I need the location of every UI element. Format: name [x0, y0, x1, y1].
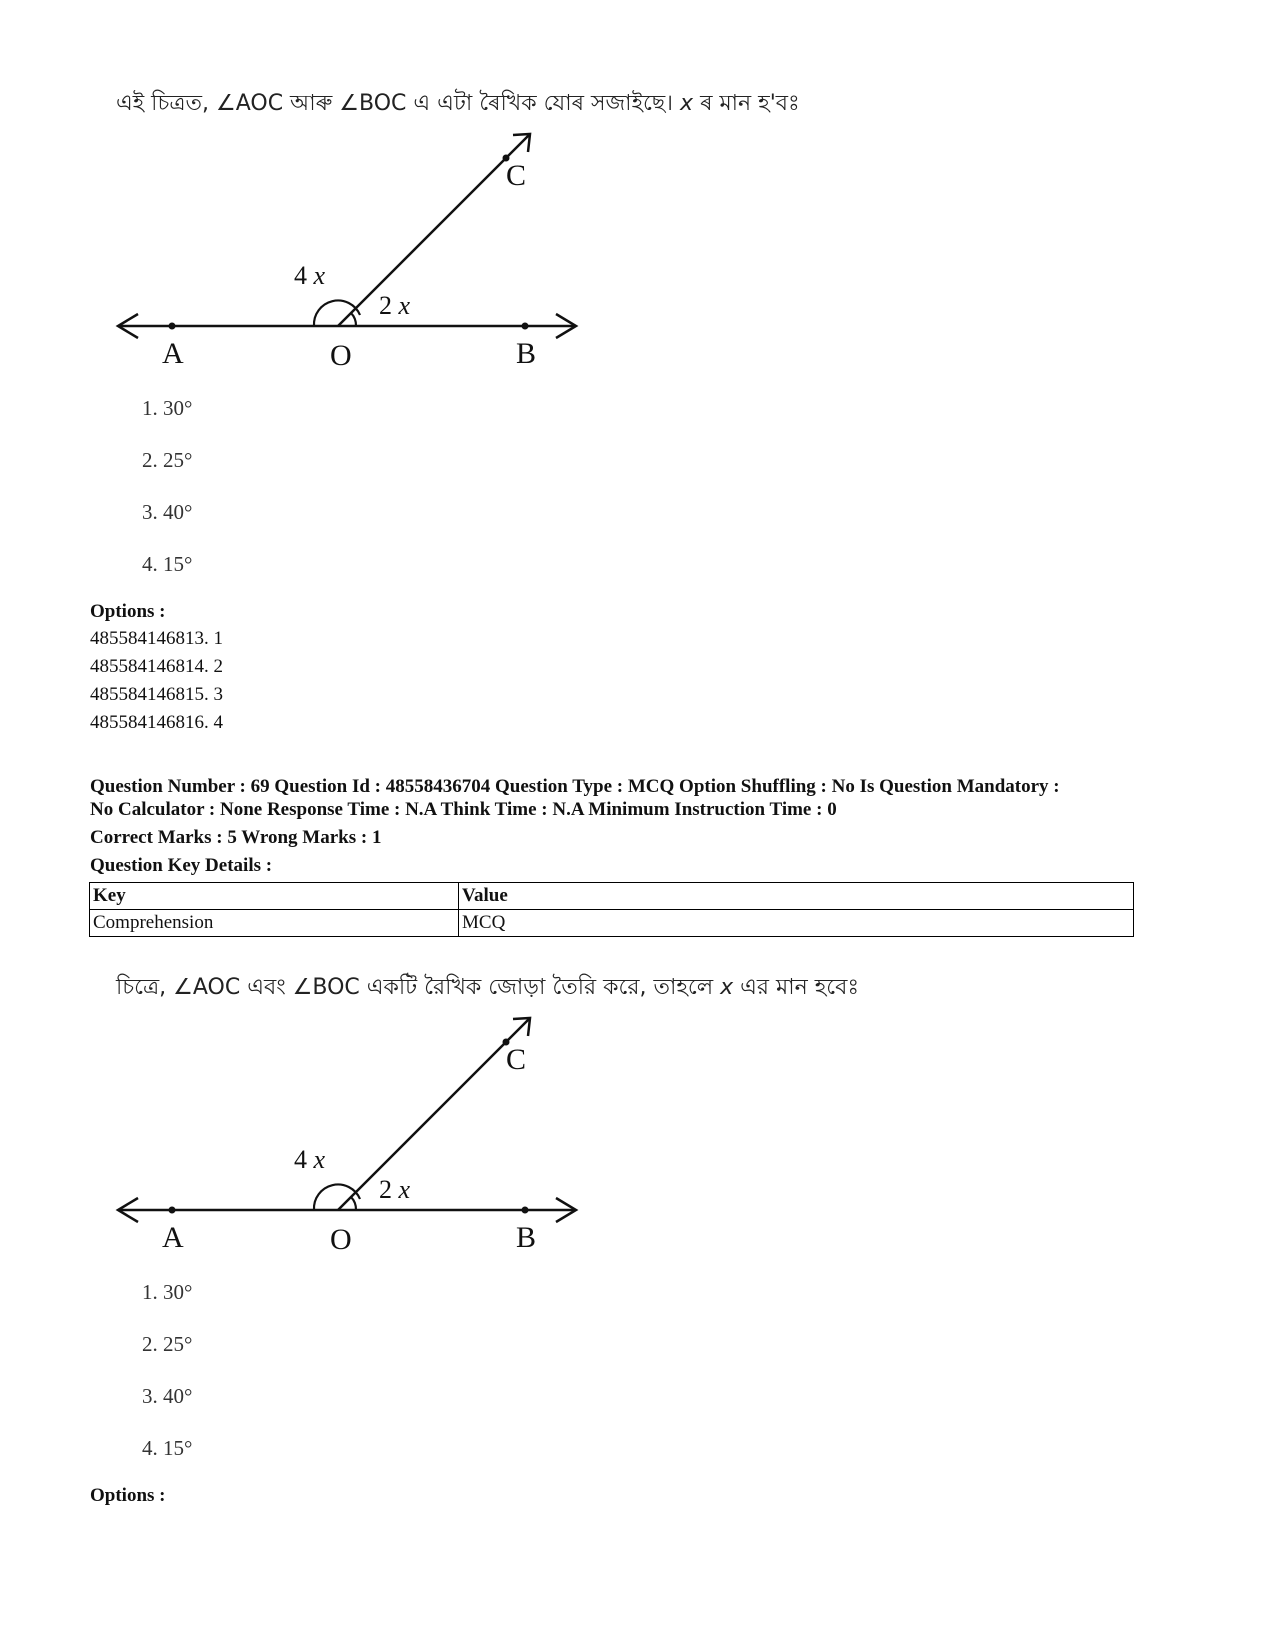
ray-oc: [338, 134, 530, 326]
label-c: C: [506, 1043, 527, 1076]
option-id-3: 485584146815. 3: [90, 684, 223, 705]
label-b: B: [516, 337, 537, 370]
label-b: B: [516, 1221, 537, 1254]
question-prefix: চিত্রে, ∠AOC এবং ∠BOC একটি রৈখিক জোড়া তৈরি করে, তাহলে: [116, 975, 721, 1000]
point-a: [169, 1207, 176, 1214]
arc-boc: [351, 1197, 356, 1210]
question-prefix: এই চিত্ৰত, ∠AOC আৰু ∠BOC এ এটা ৰৈখিক যোৰ সজাইছে।: [116, 91, 681, 116]
choice-2: 2. 25°: [142, 448, 193, 472]
choice-1: 1. 30°: [142, 396, 193, 420]
key-details-heading: Question Key Details :: [90, 855, 273, 876]
table-row: [90, 883, 1134, 910]
option-id-1: 485584146813. 1: [90, 628, 223, 649]
label-a: A: [162, 337, 184, 370]
key-details-table: [89, 882, 1134, 937]
question-meta-line-2: No Calculator : None Response Time : N.A Think Time : N.A Minimum Instruction Time : 0: [90, 799, 837, 820]
option-id-2: 485584146814. 2: [90, 656, 223, 677]
cell-value: MCQ: [459, 910, 1134, 937]
choice-3: 3. 40°: [142, 1384, 193, 1408]
header-key: Key: [90, 883, 459, 910]
cell-key: Comprehension: [90, 910, 459, 937]
point-a: [169, 323, 176, 330]
options-heading: Options :: [90, 601, 166, 622]
label-c: C: [506, 159, 527, 192]
question-suffix: এর মান হবেঃ: [733, 975, 860, 1000]
angle-figure-2: [110, 1010, 590, 1260]
choice-1: 1. 30°: [142, 1280, 193, 1304]
marks-line: Correct Marks : 5 Wrong Marks : 1: [90, 827, 382, 848]
table-row: [90, 910, 1134, 937]
point-b: [522, 323, 529, 330]
options-heading: Options :: [90, 1485, 166, 1506]
question-meta-line-1: Question Number : 69 Question Id : 48558436704 Question Type : MCQ Option Shuffling : No Is Question Mandatory :: [90, 776, 1060, 797]
choice-3: 3. 40°: [142, 500, 193, 524]
question-text-bengali: [116, 970, 859, 1007]
question-variable: x: [720, 975, 734, 1000]
header-value: Value: [459, 883, 1134, 910]
option-id-4: 485584146816. 4: [90, 712, 223, 733]
arc-aoc: [314, 1184, 360, 1210]
choice-2: 2. 25°: [142, 1332, 193, 1356]
question-suffix: ৰ মান হ'বঃ: [693, 91, 800, 116]
label-a: A: [162, 1221, 184, 1254]
angle-figure-1: [110, 125, 590, 375]
angle-aoc-label: 4 x: [294, 1145, 326, 1174]
question-text-assamese: [116, 86, 800, 123]
choice-4: 4. 15°: [142, 552, 193, 576]
ray-oc: [338, 1018, 530, 1210]
question-variable: x: [680, 91, 694, 116]
arc-boc: [351, 313, 356, 326]
label-o: O: [330, 339, 352, 372]
choice-4: 4. 15°: [142, 1436, 193, 1460]
angle-boc-label: 2 x: [379, 291, 411, 320]
angle-boc-label: 2 x: [379, 1175, 411, 1204]
arc-aoc: [314, 300, 360, 326]
point-b: [522, 1207, 529, 1214]
label-o: O: [330, 1223, 352, 1256]
angle-aoc-label: 4 x: [294, 261, 326, 290]
